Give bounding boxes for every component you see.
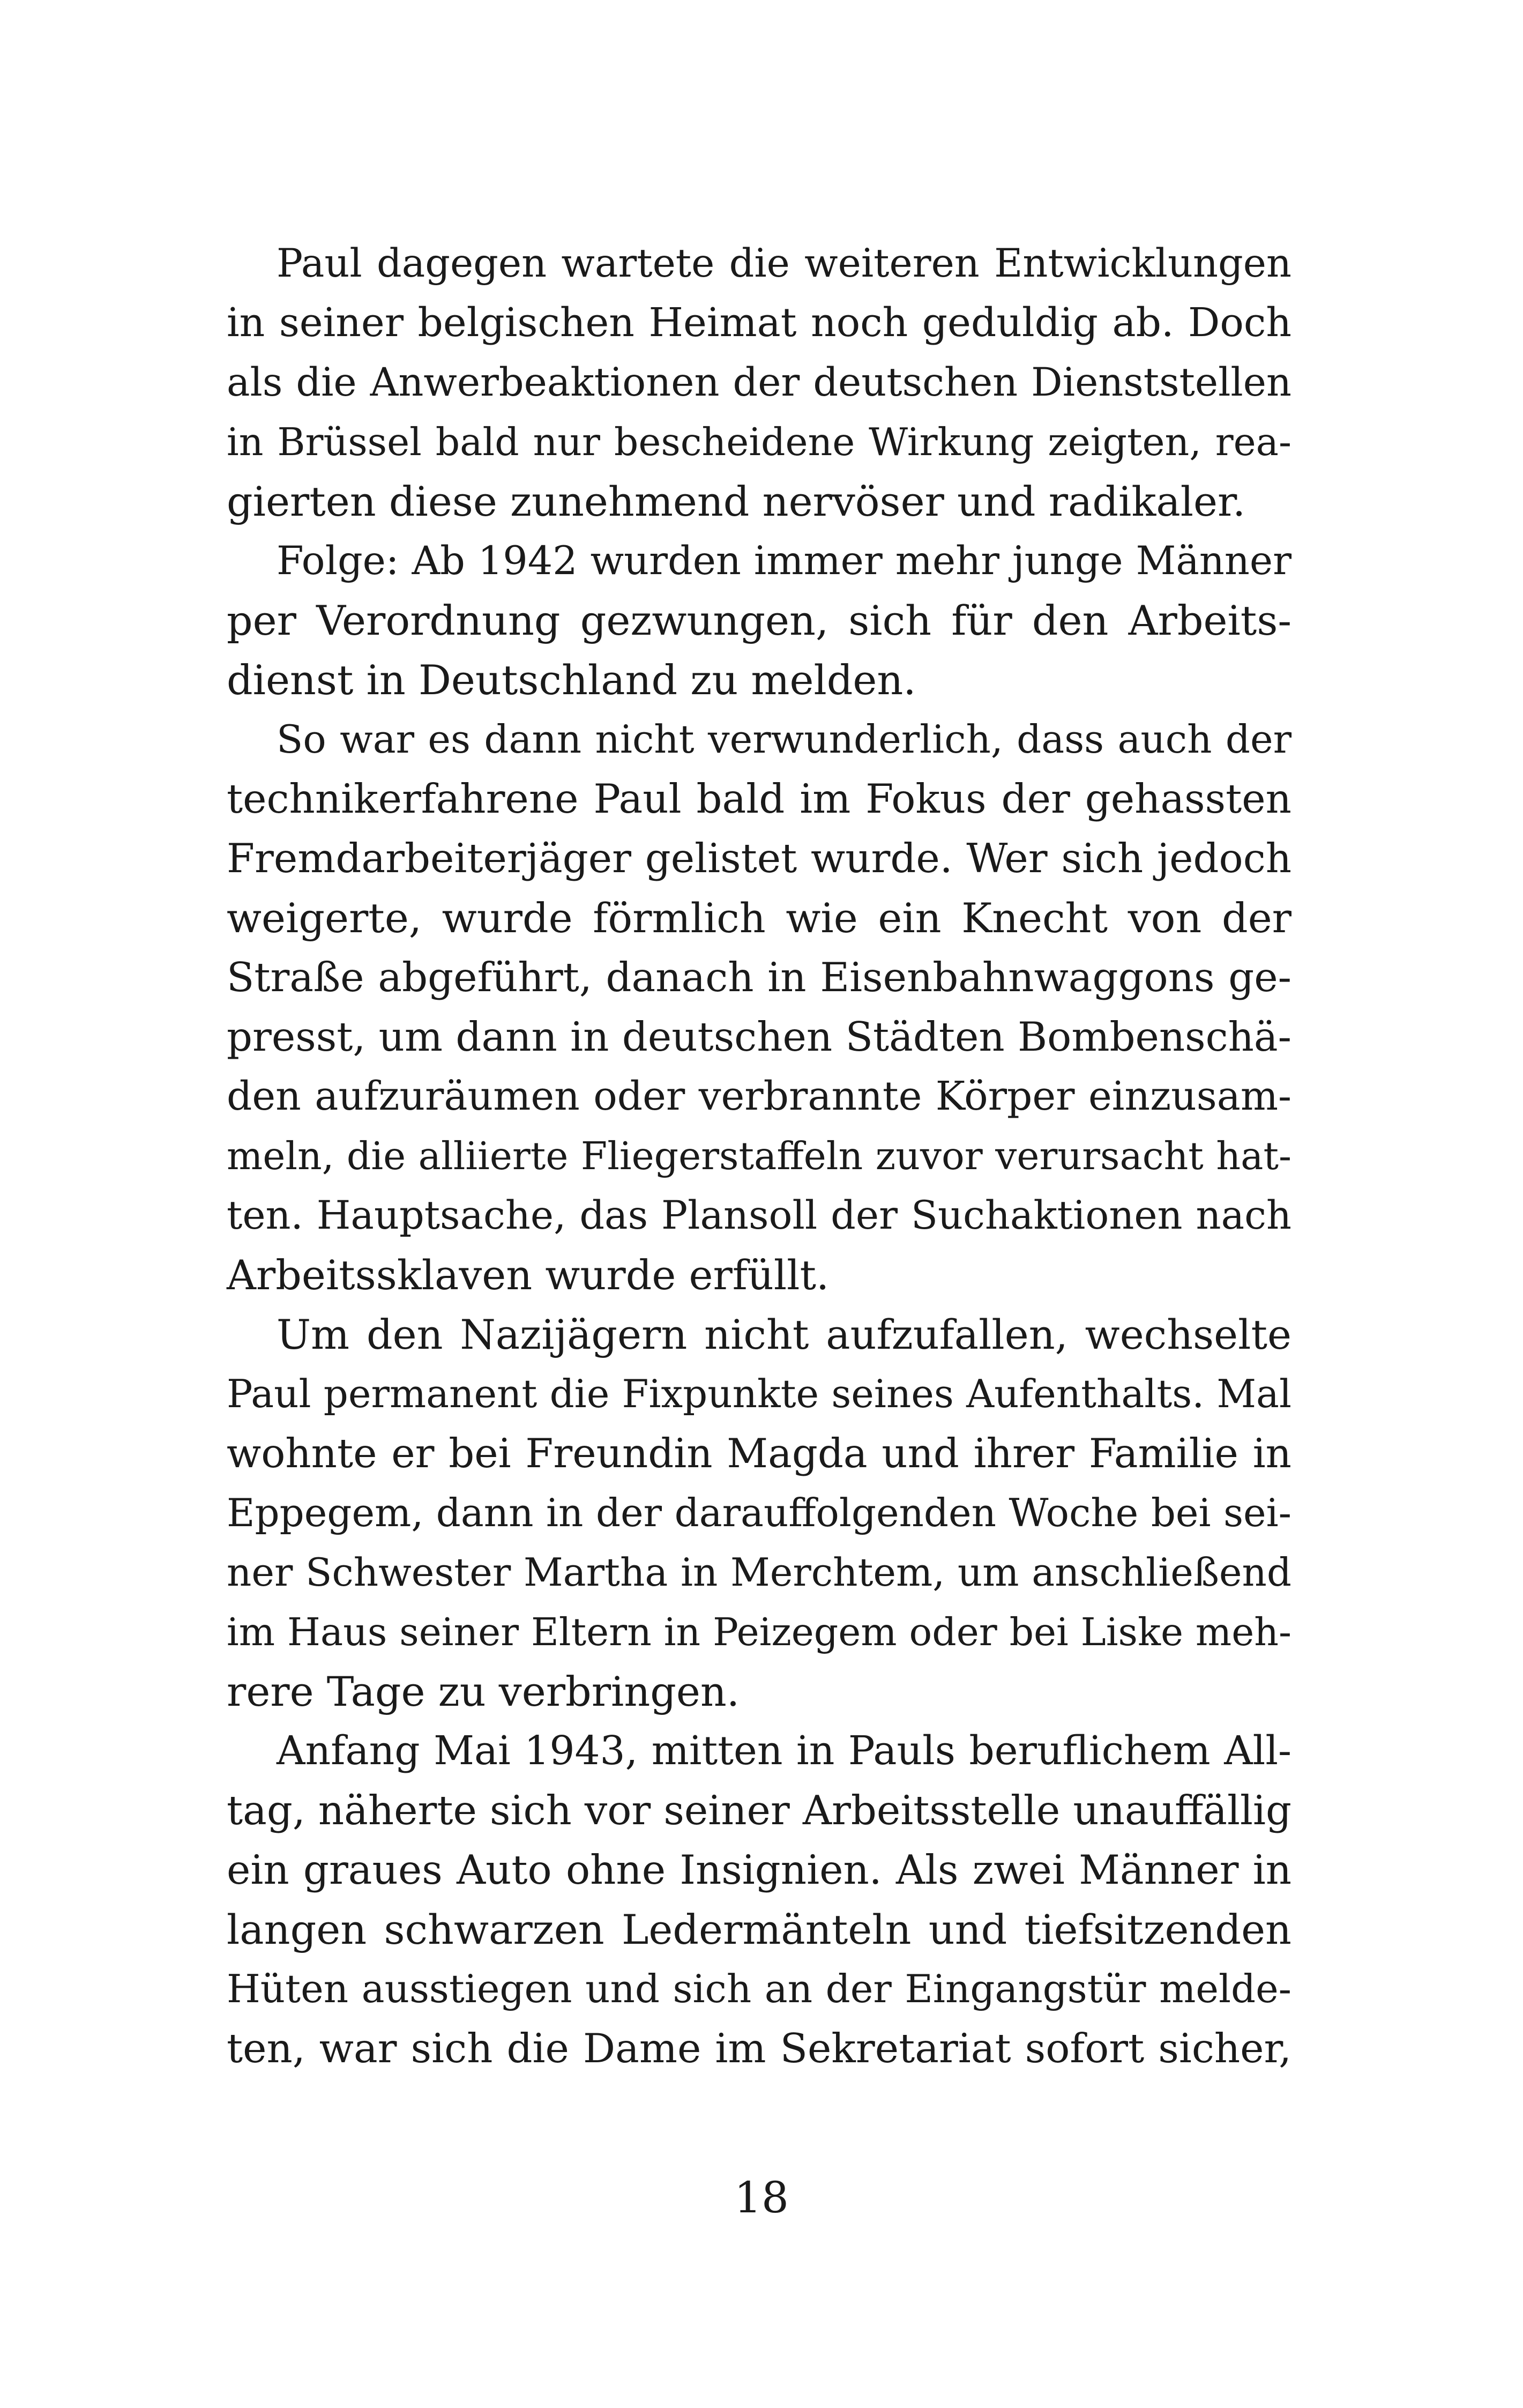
text-line: Anfang Mai 1943, mitten in Pauls beruflichem All- (277, 1728, 1291, 1774)
text-line: in seiner belgischen Heimat noch geduldig ab. Doch (227, 300, 1291, 346)
text-line: Hüten ausstiegen und sich an der Eingangstür melde- (227, 1966, 1291, 2011)
text-line: Um den Nazijägern nicht aufzufallen, wechselte (277, 1311, 1291, 1358)
text-line: Arbeitssklaven wurde erfüllt. (227, 1251, 830, 1299)
page-number: 18 (734, 2173, 789, 2223)
text-line: als die Anwerbeaktionen der deutschen Dienststellen (227, 360, 1291, 405)
text-line: rere Tage zu verbringen. (227, 1668, 740, 1715)
text-line: tag, näherte sich vor seiner Arbeitsstelle unauffällig (227, 1787, 1291, 1834)
text-line: So war es dann nicht verwunderlich, dass auch der (277, 717, 1291, 762)
text-line: den aufzuräumen oder verbrannte Körper einzusam- (227, 1073, 1291, 1119)
text-line: ten, war sich die Dame im Sekretariat sofort sicher, (227, 2025, 1291, 2072)
text-line: Paul dagegen wartete die weiteren Entwicklungen (277, 241, 1291, 286)
text-line: weigerte, wurde förmlich wie ein Knecht von der (227, 894, 1291, 942)
text-line: wohnte er bei Freundin Magda und ihrer Familie in (227, 1430, 1291, 1477)
text-line: meln, die alliierte Fliegerstaffeln zuvor verursacht hat- (227, 1134, 1291, 1178)
text-line: Paul permanent die Fixpunkte seines Aufenthalts. Mal (227, 1371, 1291, 1416)
text-line: in Brüssel bald nur bescheidene Wirkung zeigten, rea- (227, 420, 1291, 464)
text-line: dienst in Deutschland zu melden. (227, 656, 916, 704)
text-line: gierten diese zunehmend nervöser und radikaler. (227, 478, 1246, 525)
text-line: Eppegem, dann in der darauffolgenden Woche bei sei- (227, 1490, 1291, 1535)
text-line: ein graues Auto ohne Insignien. Als zwei Männer in (227, 1846, 1291, 1893)
text-line: Fremdarbeiterjäger gelistet wurde. Wer sich jedoch (227, 835, 1291, 882)
text-line: Folge: Ab 1942 wurden immer mehr junge Männer (277, 538, 1291, 584)
text-line: ner Schwester Martha in Merchtem, um anschließend (227, 1550, 1291, 1595)
text-line: technikerfahrene Paul bald im Fokus der gehassten (227, 775, 1291, 822)
body-text (227, 234, 1291, 2078)
text-line: langen schwarzen Ledermänteln und tiefsitzenden (227, 1906, 1291, 1953)
text-line: Straße abgeführt, danach in Eisenbahnwaggons ge- (227, 954, 1291, 1001)
text-line: presst, um dann in deutschen Städten Bombenschä- (227, 1013, 1291, 1060)
text-line: per Verordnung gezwungen, sich für den Arbeits- (227, 597, 1291, 644)
text-line: ten. Hauptsache, das Plansoll der Suchaktionen nach (227, 1193, 1291, 1238)
text-line: im Haus seiner Eltern in Peizegem oder bei Liske meh- (227, 1610, 1291, 1654)
